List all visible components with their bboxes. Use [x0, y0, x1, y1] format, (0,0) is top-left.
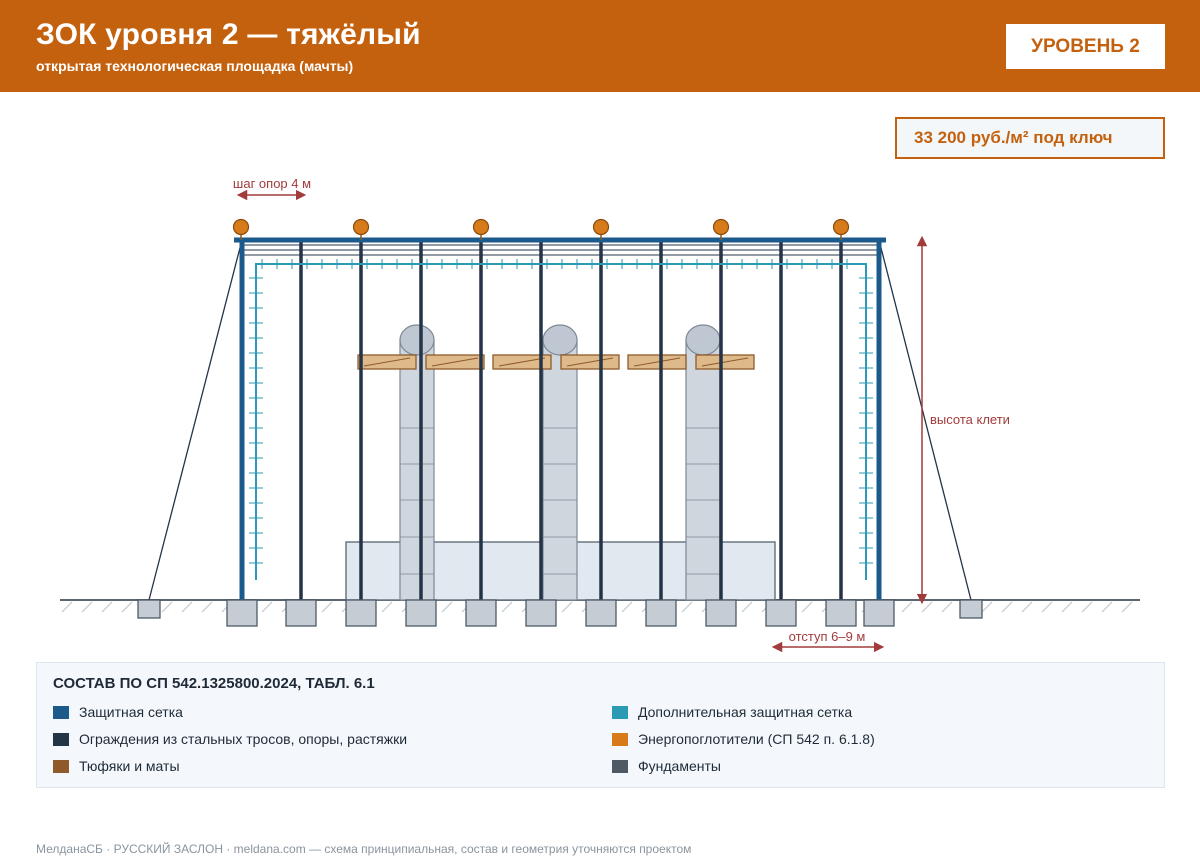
cage-height-label: высота клети — [930, 412, 1010, 427]
page-subtitle: открытая технологическая площадка (мачты) — [36, 58, 354, 74]
ground-hatch-stroke — [502, 602, 512, 612]
legend-item-energy-absorbers — [612, 730, 875, 748]
footer-note: МелданаСБ · РУССКИЙ ЗАСЛОН · meldana.com — схема принципиальная, состав и геометрия уточняются проектом — [36, 842, 692, 856]
legend-item-foundations — [612, 757, 721, 775]
offset-label: отступ 6–9 м — [788, 629, 866, 644]
mast-body — [543, 340, 577, 600]
legend-label: Дополнительная защитная сетка — [638, 704, 853, 720]
ground-hatch-stroke — [122, 602, 132, 612]
absorber-ball — [474, 220, 489, 235]
mast-cap — [543, 325, 577, 355]
legend-swatch — [53, 706, 69, 719]
mat — [696, 355, 754, 369]
guy-wire-left — [149, 240, 242, 600]
absorber-ball — [234, 220, 249, 235]
mast-body — [400, 340, 434, 600]
energy-absorbers — [234, 220, 849, 241]
ground-hatch-stroke — [162, 602, 172, 612]
mast-cap — [400, 325, 434, 355]
legend-label: Ограждения из стальных тросов, опоры, растяжки — [79, 731, 408, 747]
page-title: ЗОК уровня 2 — тяжёлый — [36, 18, 421, 51]
absorber-ball — [834, 220, 849, 235]
legend-panel — [36, 662, 1165, 788]
foundation-block — [586, 600, 616, 626]
foundation-block — [826, 600, 856, 626]
ground-hatch-stroke — [182, 602, 192, 612]
energy-absorber — [234, 220, 249, 241]
foundation-block — [766, 600, 796, 626]
legend-label: Тюфяки и маты — [79, 758, 180, 774]
mat — [628, 355, 686, 369]
energy-absorber — [834, 220, 849, 241]
mast-body — [686, 340, 720, 600]
ground-hatch-stroke — [942, 602, 952, 612]
foundation-block — [406, 600, 436, 626]
mast-cap — [686, 325, 720, 355]
legend-swatch — [53, 733, 69, 746]
mat — [358, 355, 416, 369]
ground-hatch-stroke — [902, 602, 912, 612]
legend-item-additional-net — [612, 703, 852, 721]
foundation-block — [864, 600, 894, 626]
ground-hatch-stroke — [62, 602, 72, 612]
ground-hatch-stroke — [982, 602, 992, 612]
ground-hatch-stroke — [802, 602, 812, 612]
foundation-block — [466, 600, 496, 626]
ground-hatch-stroke — [622, 602, 632, 612]
ground-hatch-stroke — [1042, 602, 1052, 612]
level-badge: УРОВЕНЬ 2 — [1006, 24, 1165, 69]
ground-hatch-stroke — [1022, 602, 1032, 612]
ground-hatch-stroke — [1102, 602, 1112, 612]
ground-hatch-stroke — [102, 602, 112, 612]
foundation-block — [526, 600, 556, 626]
energy-absorber — [594, 220, 609, 241]
foundation-block — [706, 600, 736, 626]
energy-absorber — [354, 220, 369, 241]
legend-swatch — [612, 706, 628, 719]
absorber-ball — [714, 220, 729, 235]
foundation-block — [227, 600, 257, 626]
foundation-block — [286, 600, 316, 626]
legend-label: Фундаменты — [638, 758, 721, 774]
legend-label: Защитная сетка — [79, 704, 183, 720]
foundation-block — [646, 600, 676, 626]
anchor-foundation — [960, 600, 982, 618]
ground-hatch-stroke — [1122, 602, 1132, 612]
energy-absorber — [714, 220, 729, 241]
legend-swatch — [53, 760, 69, 773]
anchor-foundation — [138, 600, 160, 618]
legend-swatch — [612, 760, 628, 773]
ground-hatch-stroke — [202, 602, 212, 612]
energy-absorber — [474, 220, 489, 241]
foundation-block — [346, 600, 376, 626]
legend-swatch — [612, 733, 628, 746]
price-label: 33 200 руб./м² под ключ — [914, 128, 1113, 147]
support-step-label: шаг опор 4 м — [232, 176, 312, 191]
legend-label: Энергопоглотители (СП 542 п. 6.1.8) — [638, 731, 875, 747]
ground-hatch-stroke — [322, 602, 332, 612]
ground-hatch-stroke — [262, 602, 272, 612]
mat — [426, 355, 484, 369]
ground-hatch-stroke — [1002, 602, 1012, 612]
top-cables — [242, 245, 879, 255]
ground-hatch-stroke — [1062, 602, 1072, 612]
absorber-ball — [594, 220, 609, 235]
legend-item-protective-net — [53, 703, 183, 721]
ground-hatch-stroke — [562, 602, 572, 612]
ground-hatch-stroke — [742, 602, 752, 612]
ground-hatch-stroke — [682, 602, 692, 612]
legend-item-cables — [53, 730, 407, 748]
ground-hatch-stroke — [922, 602, 932, 612]
legend-title: СОСТАВ ПО СП 542.1325800.2024, ТАБЛ. 6.1 — [53, 675, 375, 692]
ground-hatch-stroke — [1082, 602, 1092, 612]
ground-hatch-stroke — [382, 602, 392, 612]
absorber-ball — [354, 220, 369, 235]
legend-item-mats — [53, 757, 180, 775]
mat — [561, 355, 619, 369]
foundations — [138, 600, 982, 626]
ground-hatch-stroke — [442, 602, 452, 612]
ground-hatch-stroke — [82, 602, 92, 612]
